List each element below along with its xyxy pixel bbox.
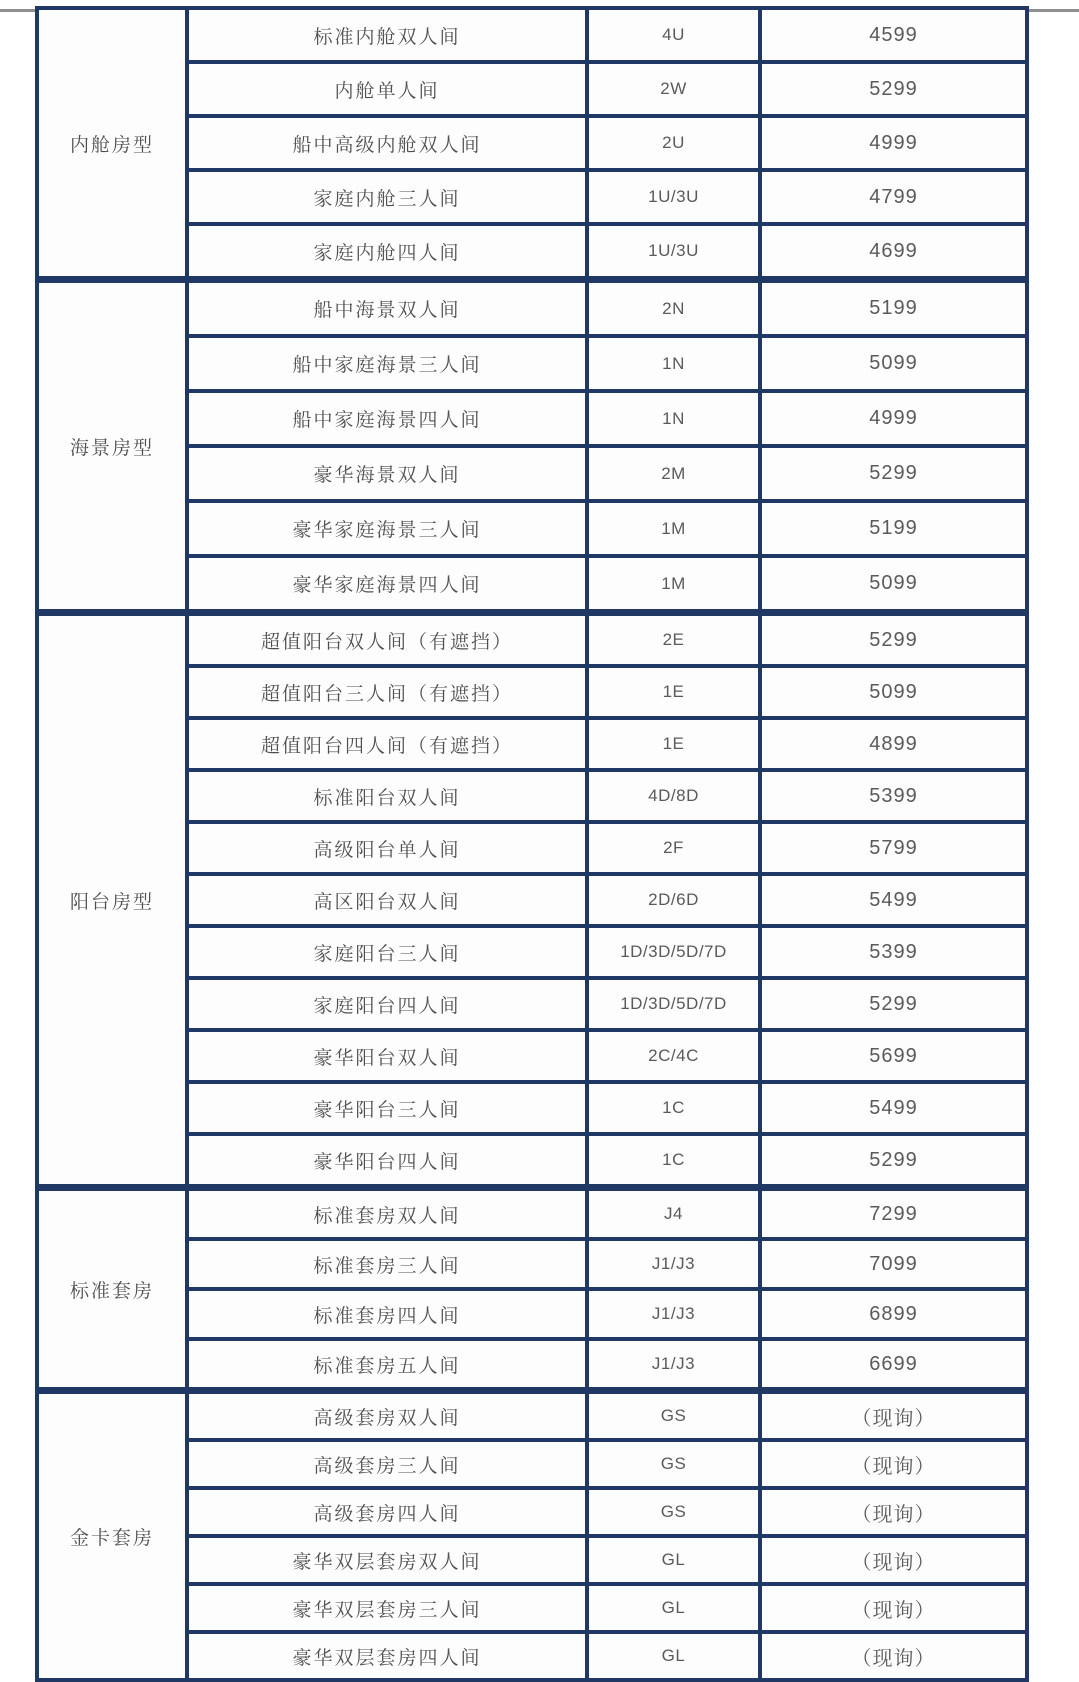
cabin-code-cell: 1E — [587, 718, 760, 770]
cabin-code-cell: J1/J3 — [587, 1239, 760, 1289]
room-name-cell: 超值阳台四人间（有遮挡） — [187, 718, 587, 770]
price-cell: 5299 — [760, 613, 1027, 667]
cabin-code-cell: J4 — [587, 1188, 760, 1240]
room-name-cell: 豪华海景双人间 — [187, 446, 587, 501]
table-body — [37, 8, 1027, 1680]
room-name-cell: 豪华阳台双人间 — [187, 1030, 587, 1082]
cabin-code-cell: 1N — [587, 391, 760, 446]
cabin-code-cell: 1M — [587, 501, 760, 556]
price-cell: 5399 — [760, 926, 1027, 978]
room-name-cell: 标准套房三人间 — [187, 1239, 587, 1289]
room-name-cell: 船中高级内舱双人间 — [187, 116, 587, 170]
price-cell: 5399 — [760, 770, 1027, 822]
table-row — [37, 8, 1027, 62]
price-cell: 5099 — [760, 556, 1027, 613]
cabin-code-cell: 1C — [587, 1134, 760, 1188]
room-name-cell: 高级阳台单人间 — [187, 822, 587, 874]
cabin-code-cell: 4U — [587, 8, 760, 62]
price-cell: 4599 — [760, 8, 1027, 62]
price-cell: 4899 — [760, 718, 1027, 770]
cabin-code-cell: GL — [587, 1584, 760, 1632]
price-cell: 6899 — [760, 1289, 1027, 1339]
cabin-code-cell: GS — [587, 1440, 760, 1488]
cabin-code-cell: J1/J3 — [587, 1289, 760, 1339]
room-name-cell: 标准套房双人间 — [187, 1188, 587, 1240]
price-cell: （现询） — [760, 1536, 1027, 1584]
price-cell: 7299 — [760, 1188, 1027, 1240]
price-cell: 4999 — [760, 391, 1027, 446]
room-name-cell: 家庭阳台三人间 — [187, 926, 587, 978]
room-name-cell: 超值阳台双人间（有遮挡） — [187, 613, 587, 667]
room-name-cell: 标准阳台双人间 — [187, 770, 587, 822]
price-cell: （现询） — [760, 1440, 1027, 1488]
price-cell: 5499 — [760, 874, 1027, 926]
room-name-cell: 船中家庭海景四人间 — [187, 391, 587, 446]
room-name-cell: 家庭内舱三人间 — [187, 170, 587, 224]
cabin-code-cell: 2W — [587, 62, 760, 116]
room-name-cell: 豪华家庭海景三人间 — [187, 501, 587, 556]
room-name-cell: 船中海景双人间 — [187, 280, 587, 337]
price-cell: 5199 — [760, 280, 1027, 337]
price-cell: 5299 — [760, 1134, 1027, 1188]
room-name-cell: 标准套房四人间 — [187, 1289, 587, 1339]
cabin-code-cell: 2M — [587, 446, 760, 501]
table-row — [37, 1188, 1027, 1240]
category-cell: 海景房型 — [37, 280, 187, 613]
table-row — [37, 280, 1027, 337]
price-cell: 7099 — [760, 1239, 1027, 1289]
cabin-code-cell: GS — [587, 1488, 760, 1536]
room-name-cell: 豪华双层套房四人间 — [187, 1632, 587, 1680]
cabin-code-cell: 1U/3U — [587, 224, 760, 280]
room-name-cell: 家庭阳台四人间 — [187, 978, 587, 1030]
price-cell: 5299 — [760, 978, 1027, 1030]
room-name-cell: 高级套房四人间 — [187, 1488, 587, 1536]
room-name-cell: 标准内舱双人间 — [187, 8, 587, 62]
room-name-cell: 豪华阳台三人间 — [187, 1082, 587, 1134]
room-name-cell: 内舱单人间 — [187, 62, 587, 116]
room-name-cell: 家庭内舱四人间 — [187, 224, 587, 280]
room-name-cell: 豪华家庭海景四人间 — [187, 556, 587, 613]
room-name-cell: 船中家庭海景三人间 — [187, 336, 587, 391]
cabin-code-cell: J1/J3 — [587, 1339, 760, 1391]
cabin-code-cell: 1U/3U — [587, 170, 760, 224]
category-cell: 内舱房型 — [37, 8, 187, 280]
room-name-cell: 标准套房五人间 — [187, 1339, 587, 1391]
cabin-code-cell: 1D/3D/5D/7D — [587, 978, 760, 1030]
price-cell: 5699 — [760, 1030, 1027, 1082]
price-cell: 5199 — [760, 501, 1027, 556]
price-cell: 5799 — [760, 822, 1027, 874]
price-cell: 5099 — [760, 666, 1027, 718]
cabin-code-cell: 2F — [587, 822, 760, 874]
price-cell: （现询） — [760, 1584, 1027, 1632]
cabin-code-cell: 1E — [587, 666, 760, 718]
cabin-code-cell: GS — [587, 1391, 760, 1441]
room-name-cell: 高级套房三人间 — [187, 1440, 587, 1488]
cabin-code-cell: 2E — [587, 613, 760, 667]
price-cell: 4799 — [760, 170, 1027, 224]
price-cell: 5499 — [760, 1082, 1027, 1134]
room-name-cell: 豪华双层套房双人间 — [187, 1536, 587, 1584]
cabin-code-cell: GL — [587, 1632, 760, 1680]
cabin-code-cell: GL — [587, 1536, 760, 1584]
cabin-code-cell: 2U — [587, 116, 760, 170]
category-cell: 阳台房型 — [37, 613, 187, 1188]
price-cell: 4999 — [760, 116, 1027, 170]
cabin-price-table — [35, 6, 1029, 1682]
price-cell: 5299 — [760, 446, 1027, 501]
price-cell: （现询） — [760, 1391, 1027, 1441]
price-cell: （现询） — [760, 1488, 1027, 1536]
cabin-code-cell: 1N — [587, 336, 760, 391]
cabin-code-cell: 1C — [587, 1082, 760, 1134]
price-cell: 5099 — [760, 336, 1027, 391]
room-name-cell: 高级套房双人间 — [187, 1391, 587, 1441]
table-row — [37, 613, 1027, 667]
cabin-code-cell: 1M — [587, 556, 760, 613]
room-name-cell: 豪华阳台四人间 — [187, 1134, 587, 1188]
table-row — [37, 1391, 1027, 1441]
category-cell: 金卡套房 — [37, 1391, 187, 1681]
price-cell: （现询） — [760, 1632, 1027, 1680]
cabin-code-cell: 2N — [587, 280, 760, 337]
category-cell: 标准套房 — [37, 1188, 187, 1391]
cabin-code-cell: 2D/6D — [587, 874, 760, 926]
cabin-code-cell: 2C/4C — [587, 1030, 760, 1082]
price-cell: 4699 — [760, 224, 1027, 280]
cabin-code-cell: 4D/8D — [587, 770, 760, 822]
room-name-cell: 高区阳台双人间 — [187, 874, 587, 926]
price-cell: 5299 — [760, 62, 1027, 116]
price-cell: 6699 — [760, 1339, 1027, 1391]
room-name-cell: 豪华双层套房三人间 — [187, 1584, 587, 1632]
cabin-code-cell: 1D/3D/5D/7D — [587, 926, 760, 978]
room-name-cell: 超值阳台三人间（有遮挡） — [187, 666, 587, 718]
